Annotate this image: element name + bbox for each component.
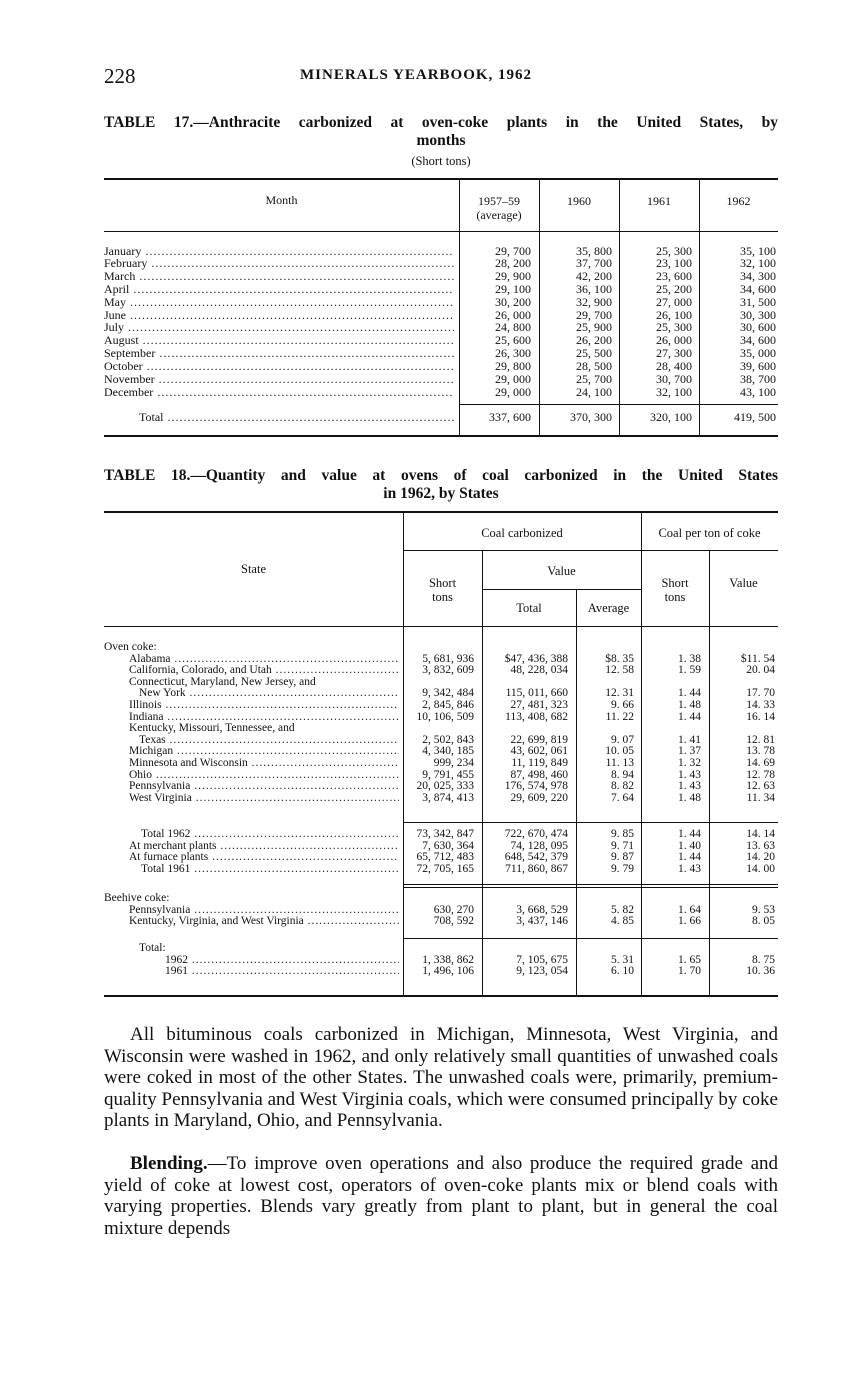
table18-cell: 9, 123, 054 [516,965,568,978]
table18-cell: 1. 44 [678,710,701,723]
table18-cell: 3, 437, 146 [516,915,568,928]
table17-cell: 28, 500 [576,359,612,373]
table18-row-label: Kentucky, Missouri, Tennessee, and [129,723,295,735]
table18-cell: 115, 011, 660 [505,687,568,700]
table17-month-label: December ..... [104,386,454,399]
table18-cell: 13. 63 [746,839,775,852]
table18-cell: 11. 13 [605,757,634,769]
table18-row-label: Total 1962 ..... [141,829,399,841]
table18-total-header: Total [516,601,542,615]
table17-cell: 26, 000 [656,333,692,347]
table17-month-label: July ..... [104,321,454,334]
table17-cell: 39, 600 [740,359,776,373]
table18-row-label: Michigan ..... [129,746,399,758]
table18-cell: 20. 04 [746,664,775,677]
table17-cell: 30, 300 [740,308,776,322]
table18-cell: 1. 43 [678,768,701,781]
table18-cell: 2, 502, 843 [422,733,474,746]
table18-title [104,467,778,503]
table18-row-label: Illinois ..... [129,700,399,712]
table17-col-header: 1957–59 (average) [476,194,522,222]
table17-cell: 32, 900 [576,295,612,309]
table18-row-label: At furnace plants ..... [129,852,399,864]
page-number: 228 [104,64,136,88]
table18-cell: 12. 31 [605,687,634,700]
table17-cell: 26, 000 [495,308,531,322]
table18-cell: 10. 05 [605,745,634,758]
table17-col-header: Month [265,193,298,207]
table17-cell: 25, 500 [576,346,612,360]
table18-cell: 12. 63 [746,780,775,793]
table17-title-line2: months [416,132,466,149]
table18-cell: 11. 34 [746,791,775,804]
table17-col-header: 1960 [567,194,591,208]
paragraph-2-text: —To improve oven operations and also produce the required grade and yield of coke at lowest cost, operators of oven-coke plants mix or blend coals with varying properties. Blends vary greatly from plant to plant, but in general the coal mixture depends [104,1153,778,1239]
table18-cell: 4. 85 [611,915,634,928]
table18-cell: 1. 48 [678,791,701,804]
table17-month-label: November ..... [104,373,454,386]
table17-cell: 30, 200 [495,295,531,309]
table18-cell: 9. 07 [611,733,634,746]
table17-cell: 30, 700 [656,372,692,386]
table18-row-label: Total: [139,943,166,954]
table18-row-label: Indiana ..... [129,712,399,724]
table17-cell: 35, 000 [740,346,776,360]
table18-cell: 20, 025, 333 [416,780,474,793]
table18-cell: 3, 668, 529 [516,903,568,916]
table18-cell: 1. 44 [678,851,701,864]
table18-cell: 7, 105, 675 [516,953,568,966]
table18-cell: 9. 53 [752,903,775,916]
paragraph-2-lead: Blending. [130,1153,208,1174]
table18-cell: 9, 342, 484 [422,687,474,700]
table17-cell: 34, 600 [740,333,776,347]
table17-cell: 26, 200 [576,333,612,347]
table18-cell: 14. 69 [746,757,775,769]
table17-cell: 27, 000 [656,295,692,309]
table17-cell: 23, 100 [656,256,692,270]
table18-cell: 1. 43 [678,780,701,793]
table18-row-label: Minnesota and Wisconsin ..... [129,758,399,770]
table18-row-label: Beehive coke: [104,893,170,904]
table17-subtitle: (Short tons) [411,154,471,168]
table18-cell: 9. 66 [611,699,634,711]
table18-coal-per-ton-header: Coal per ton of coke [658,526,761,540]
table18-row-label: Pennsylvania ..... [129,781,399,793]
table18-cell: 73, 342, 847 [416,828,474,840]
table18-cell: 14. 20 [746,851,775,864]
table17-col-header: 1961 [647,194,671,208]
table18-row-label: Total 1961 ..... [141,864,399,876]
paragraph-2 [104,1153,778,1239]
table18-cell: 5. 82 [611,903,634,916]
table18-cell: 14. 33 [746,699,775,711]
table18-cell: 12. 78 [746,768,775,781]
table18-row-label: Kentucky, Virginia, and West Virginia ..... [129,916,399,928]
table17-cell: 29, 700 [576,308,612,322]
table18-cell: 12. 81 [746,733,775,746]
table18-row-label: At merchant plants ..... [129,841,399,853]
table18-cell: 29, 609, 220 [510,791,568,804]
table17-cell: 29, 000 [495,372,531,386]
table17-cell: 37, 700 [576,256,612,270]
table18-row-label: Texas ..... [139,735,399,747]
table18-cell: 5. 31 [611,953,634,966]
table18-cell: 9. 71 [611,839,634,852]
table18-cell: 1. 44 [678,828,701,840]
table18-row-label: West Virginia ..... [129,793,399,805]
table18-cell: 12. 58 [605,664,634,677]
table18-cell: 10, 106, 509 [416,710,474,723]
table17-total-cell: 370, 300 [570,410,612,424]
table17-month-label: June ..... [104,309,454,322]
table17-month-label: March ..... [104,270,454,283]
table17-title [104,114,778,150]
table17-cell: 28, 200 [495,256,531,270]
table18-cell: 8. 82 [611,780,634,793]
table18-row-label: Alabama ..... [129,654,399,666]
table17-cell: 43, 100 [740,385,776,399]
table18-cell: 22, 699, 819 [510,733,568,746]
table17-cell: 30, 600 [740,320,776,334]
table18-row-label: Ohio ..... [129,770,399,782]
table17-cell: 25, 300 [656,320,692,334]
table17-month-label: April ..... [104,283,454,296]
table17-cell: 25, 700 [576,372,612,386]
table18-row-label: California, Colorado, and Utah ..... [129,665,399,677]
table17-col-header: 1962 [726,194,751,208]
table17-cell: 29, 100 [495,282,531,296]
table18-cell: 9, 791, 455 [422,768,474,781]
table18-cell: 14. 14 [746,828,775,840]
table18-coal-carbonized-header: Coal carbonized [481,526,563,540]
table18-cell: 7. 64 [611,791,634,804]
table18-cell: 8. 94 [611,768,634,781]
table18-short-tons-header: Short tons [428,576,457,604]
table18-cell: 1. 41 [678,733,701,746]
table17-cell: 35, 100 [740,244,776,258]
table18-cell: 1. 66 [678,915,701,928]
table18-cell: 13. 78 [746,745,775,758]
table18-cell: $47, 436, 388 [504,652,568,665]
table18-title-line1: TABLE 18.—Quantity and value at ovens of coal carbonized in the United States [104,467,778,484]
table18-cell: 1. 59 [678,664,701,677]
table17-cell: 29, 800 [495,359,531,373]
table18-value-per-ton-header: Value [729,576,758,590]
table17-cell: 31, 500 [740,295,776,309]
table18-row-label: Connecticut, Maryland, New Jersey, and [129,676,316,688]
table18-cell: 722, 670, 474 [504,828,568,840]
table18-cell: 1. 37 [678,745,701,758]
table17-month-label: October ..... [104,360,454,373]
table18-cell: 1. 64 [678,903,701,916]
table17-cell: 24, 800 [495,320,531,334]
table17-cell: 23, 600 [656,269,692,283]
table18-cell: 14. 00 [746,862,775,875]
table18-cell: 87, 498, 460 [510,768,568,781]
table18-cell: 4, 340, 185 [422,745,474,758]
table18-cell: 1. 40 [678,839,701,852]
table17-cell: 25, 200 [656,282,692,296]
table17-total-cell: 337, 600 [489,410,531,424]
table17-cell: 24, 100 [576,385,612,399]
table18-cell: 7, 630, 364 [422,839,474,852]
table18-cell: 9. 79 [611,862,634,875]
table17-total-cell: 419, 500 [734,410,776,424]
table17-cell: 36, 100 [576,282,612,296]
table17-cell: 26, 300 [495,346,531,360]
table18-average-header: Average [587,601,630,615]
table17-title-line1: TABLE 17.—Anthracite carbonized at oven-coke plants in the United States, by [104,114,778,131]
table18-value-header: Value [547,564,576,578]
table18-cell: 9. 85 [611,828,634,840]
table17-cell: 32, 100 [656,385,692,399]
table18-cell: 113, 408, 682 [505,710,568,723]
table17-cell: 28, 400 [656,359,692,373]
table18-short-tons-per-ton-header: Short tons [661,576,689,604]
table18-cell: 999, 234 [433,757,474,769]
table17-cell: 38, 700 [740,372,776,386]
table18-cell: 74, 128, 095 [510,839,568,852]
table17-month-label: August ..... [104,334,454,347]
table17-cell: 29, 000 [495,385,531,399]
table17-month-label: September ..... [104,347,454,360]
table17-cell: 34, 300 [740,269,776,283]
table17-month-label: May ..... [104,296,454,309]
table17-cell: 35, 800 [576,244,612,258]
table18-cell: 1. 32 [678,757,701,769]
table18-cell: $11. 54 [740,652,775,665]
table18-cell: 48, 228, 034 [510,664,568,677]
table18-cell: 1. 44 [678,687,701,700]
table17-cell: 25, 600 [495,333,531,347]
table18-cell: 1, 338, 862 [422,953,474,966]
table18-cell: 16. 14 [746,710,775,723]
table17-cell: 29, 700 [495,244,531,258]
table18-state-header: State [241,562,266,576]
table18-row-label: 1961 ..... [165,966,399,978]
table17-cell: 32, 100 [740,256,776,270]
table18-cell: 1. 43 [678,862,701,875]
table18-cell: 3, 874, 413 [422,791,474,804]
table18-row-label: New York ..... [139,688,399,700]
table17-cell: 25, 900 [576,320,612,334]
table18-cell: 3, 832, 609 [422,664,474,677]
table18-cell: 65, 712, 483 [416,851,474,864]
table17-cell: 27, 300 [656,346,692,360]
table18-cell: 5, 681, 936 [422,652,474,665]
table18-cell: 630, 270 [433,903,474,916]
table18-cell: 1. 48 [678,699,701,711]
table17-cell: 42, 200 [576,269,612,283]
table18-cell: 72, 705, 165 [416,862,474,875]
table17-total-label: Total ..... [139,411,455,424]
table18-cell: 711, 860, 867 [505,862,568,875]
table18-cell: 27, 481, 323 [510,699,568,711]
table17-cell: 34, 600 [740,282,776,296]
table18-cell: 11, 119, 849 [511,757,568,769]
paragraph-1: All bituminous coals carbonized in Michigan, Minnesota, West Virginia, and Wisconsin were washed in 1962, and only relatively small quantities of unwashed coals were coked in most of the other States. The unwashed coals were, primarily, premium-quality Pennsylvania and West Virginia coals, which were consumed principally by coke plants in Maryland, Ohio, and Pennsylvania. [104,1024,778,1132]
table18-cell: 11. 22 [605,710,634,723]
table18-title-line2: in 1962, by States [383,485,499,502]
table18-cell: 6. 10 [611,965,634,978]
table18-cell: 8. 05 [752,915,775,928]
table18-cell: 43, 602, 061 [510,745,568,758]
table18-cell: 648, 542, 379 [504,851,568,864]
table17-month-label: January ..... [104,245,454,258]
table18-row-label: Pennsylvania ..... [129,905,399,917]
table18-cell: 2, 845, 846 [422,699,474,711]
table18-row-label: Oven coke: [104,642,157,653]
table18-cell: 10. 36 [746,965,775,978]
table18-cell: 1. 38 [678,652,701,665]
table18-row-label: 1962 ..... [165,955,399,967]
table17-cell: 25, 300 [656,244,692,258]
table18-cell: 1. 70 [678,965,701,978]
table18-cell: 8. 75 [752,953,775,966]
running-title: MINERALS YEARBOOK, 1962 [300,67,533,83]
table18-cell: 17. 70 [746,687,775,700]
table17-total-cell: 320, 100 [650,410,692,424]
table17-cell: 26, 100 [656,308,692,322]
table17-cell: 29, 900 [495,269,531,283]
table18-cell: $8. 35 [605,652,634,665]
table18-cell: 708, 592 [433,915,474,928]
table18-cell: 1, 496, 106 [422,965,474,978]
table17-month-label: February ..... [104,257,454,270]
table18-cell: 1. 65 [678,953,701,966]
table18-cell: 9. 87 [611,851,634,864]
table18-cell: 176, 574, 978 [504,780,568,793]
